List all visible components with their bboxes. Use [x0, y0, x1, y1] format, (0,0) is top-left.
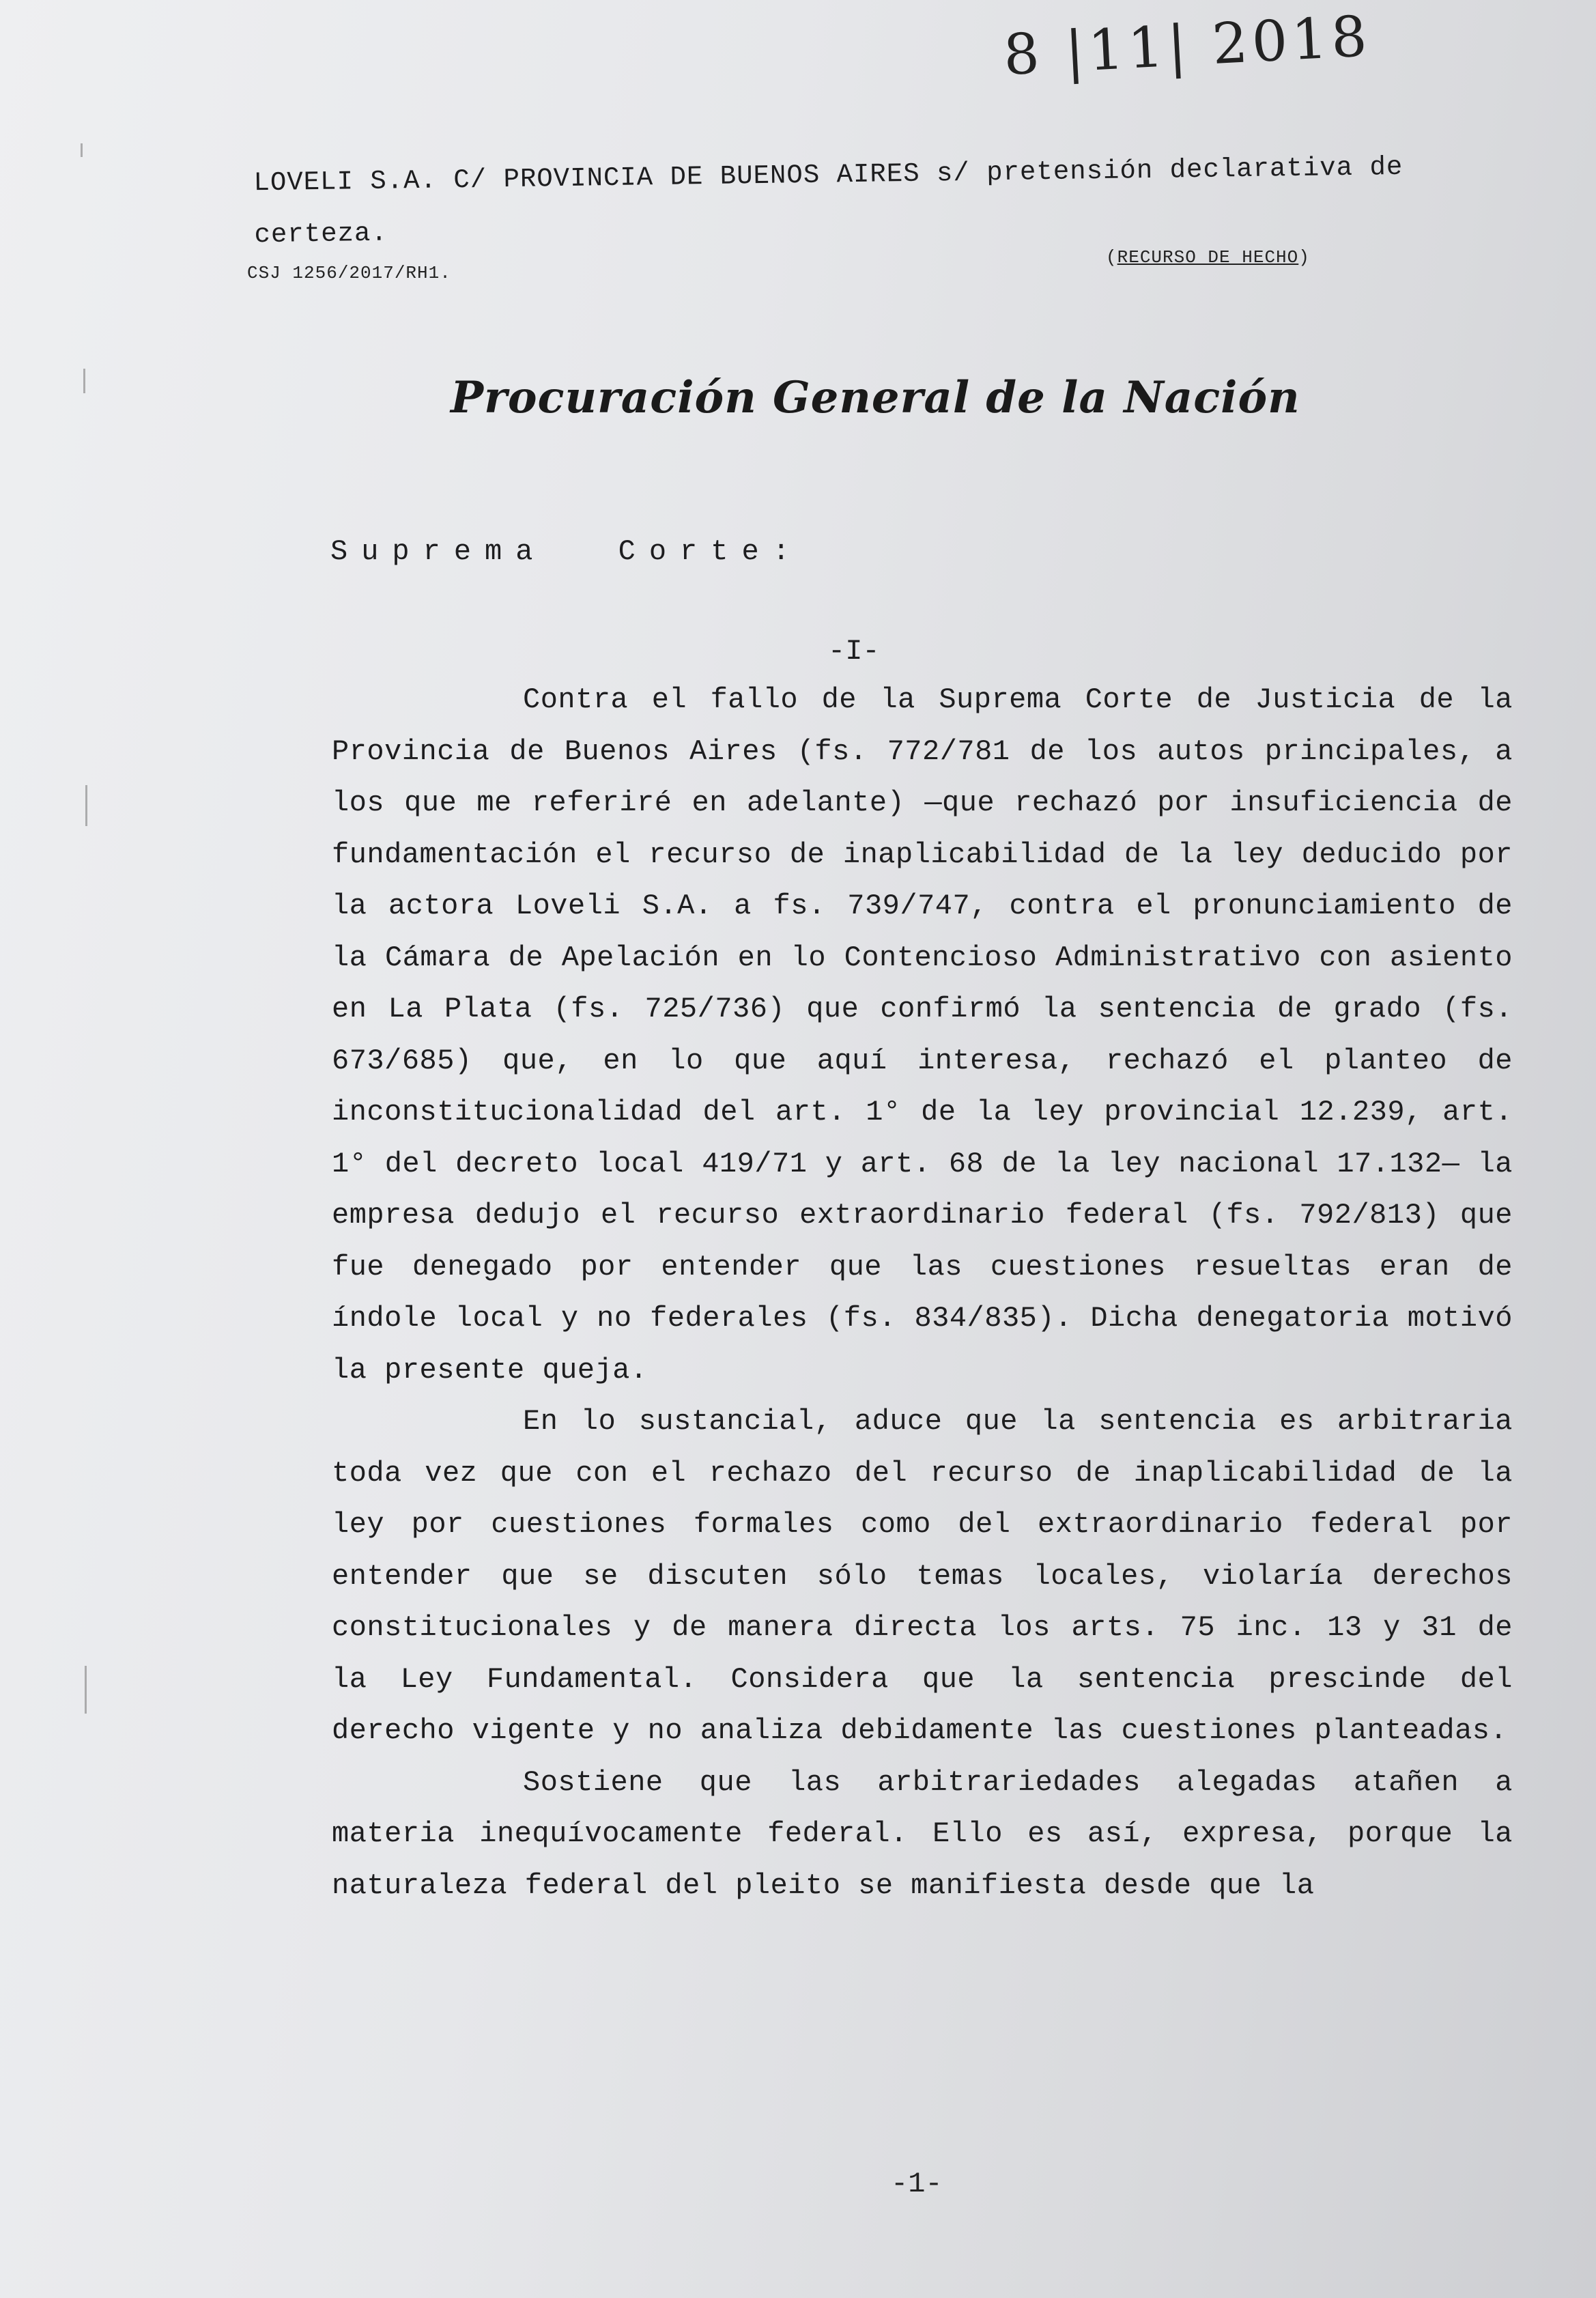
punch-mark: [85, 785, 87, 826]
handwritten-date: 8 |11| 2018: [1001, 3, 1373, 89]
recurso-label: (RECURSO DE HECHO): [1106, 247, 1310, 268]
salutation: Suprema Corte:: [330, 535, 803, 568]
paragraph: Sostiene que las arbitrariedades alegadas atañen a materia inequívocamente federal. Ello es así, expresa, porque la naturaleza federal del pleito se manifiesta desde que la: [332, 1765, 1513, 1902]
punch-mark: [85, 1666, 87, 1714]
paragraph: Contra el fallo de la Suprema Corte de Justicia de la Provincia de Buenos Aires (fs. 772/781 de los autos principales, a los que me referiré en adelante) —que rechazó por insuficiencia de fundamentación el recurso de inaplicabilidad de la ley deducido por la actora Loveli S.A. a fs. 739/747, contra el pronunciamiento de la Cámara de Apelación en lo Contencioso Administrativo con asiento en La Plata (fs. 725/736) que confirmó la sentencia de grado (fs. 673/685) que, en lo que aquí interesa, rechazó el planteo de inconstitucionalidad del art. 1° de la ley provincial 12.239, art. 1° del decreto local 419/71 y art. 68 de la ley nacional 17.132— la empresa dedujo el recurso extraordinario federal (fs. 792/813) que fue denegado por entender que las cuestiones resueltas eran de índole local y no federales (fs. 834/835). Dicha denegatoria motivó la presente queja.: [332, 683, 1513, 1387]
punch-mark: [83, 369, 85, 393]
institution-letterhead: Procuración General de la Nación: [451, 372, 1300, 423]
case-number: CSJ 1256/2017/RH1.: [247, 263, 451, 283]
section-number: -I-: [828, 635, 880, 668]
paragraph: En lo sustancial, aduce que la sentencia es arbitraria toda vez que con el rechazo del recurso de inaplicabilidad de la ley por cuestiones formales como del extraordinario federal por entender que se discuten sólo temas locales, violaría derechos constitucionales y de manera directa los arts. 75 inc. 13 y 31 de la Ley Fundamental. Considera que la sentencia prescinde del derecho vigente y no analiza debidamente las cuestiones planteadas.: [332, 1405, 1513, 1747]
punch-mark: [81, 143, 83, 157]
page-number: -1-: [891, 2168, 943, 2200]
body-text: [332, 675, 1513, 1912]
case-caption: LOVELI S.A. C/ PROVINCIA DE BUENOS AIRES s/ pretensión declarativa de certeza.: [253, 152, 1403, 251]
